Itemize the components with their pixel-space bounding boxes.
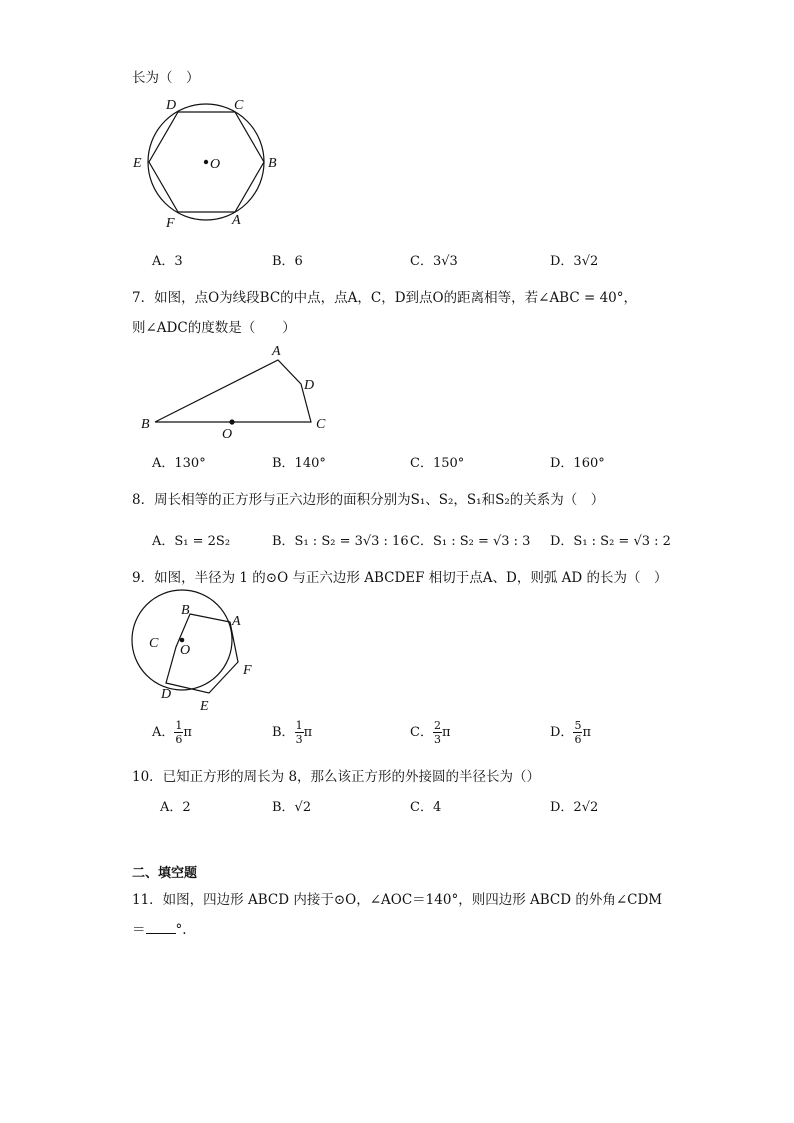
q6-label-E: E xyxy=(133,156,142,171)
q7-option-d: D．160° xyxy=(550,456,605,471)
q9-option-c-den: 3 xyxy=(433,733,441,746)
q9-figure xyxy=(130,592,260,712)
q7-option-b: B．140° xyxy=(272,456,326,471)
q9-option-a-tail: π xyxy=(183,725,192,740)
q10-option-a: A．2 xyxy=(160,800,191,815)
q9-option-a-den: 6 xyxy=(175,733,183,746)
q9-option-b-fraction xyxy=(295,720,304,745)
q10-option-b: B．√2 xyxy=(272,800,312,815)
q7-option-a: A．130° xyxy=(152,456,206,471)
q6-center-dot xyxy=(204,160,208,164)
q6-label-F: F xyxy=(166,216,175,231)
q8-option-b: B．S₁ : S₂ = 3√3 : 16 xyxy=(272,534,409,549)
q11-line2-post: °. xyxy=(175,922,187,938)
q9-option-b-label: B． xyxy=(272,725,295,740)
q7-figure xyxy=(138,342,338,442)
q9-option-a-num: 1 xyxy=(175,719,183,732)
q7-label-A: A xyxy=(272,344,281,359)
q6-label-C: C xyxy=(234,98,244,113)
q7-option-c: C．150° xyxy=(410,456,465,471)
q9-option-a-label: A． xyxy=(152,725,175,740)
q6-label-A: A xyxy=(232,213,241,228)
q9-option-c-label: C． xyxy=(410,725,433,740)
q9-option-d-tail: π xyxy=(582,725,591,740)
q7-shape xyxy=(155,360,311,422)
q8-option-c: C．S₁ : S₂ = √3 : 3 xyxy=(410,534,531,549)
q9-option-c-tail: π xyxy=(441,725,451,740)
q6-figure xyxy=(130,94,290,234)
q9-label-C: C xyxy=(149,636,159,651)
q7-label-C: C xyxy=(316,417,326,432)
q8-option-a: A．S₁ = 2S₂ xyxy=(152,534,231,549)
q6-label-B: B xyxy=(268,156,277,171)
q9-label-A: A xyxy=(232,614,241,629)
q7-center-dot xyxy=(229,419,234,424)
q9-option-d-num: 5 xyxy=(574,719,582,732)
q9-option-d-den: 6 xyxy=(574,733,582,746)
q9-option-d-label: D． xyxy=(550,725,574,740)
answer-blank[interactable] xyxy=(146,921,176,934)
q6-option-b: B．6 xyxy=(272,254,303,269)
q6-label-D: D xyxy=(166,98,177,113)
q9-label-B: B xyxy=(181,603,190,618)
q9-line1: 9．如图，半径为 1 的⊙O 与正六边形 ABCDEF 相切于点A、D，则弧 AD 的长为（ ） xyxy=(132,570,668,586)
q6-tail: 长为（ ） xyxy=(132,70,200,86)
q11-line2 xyxy=(132,918,187,938)
q9-option-c xyxy=(410,720,451,745)
q8-option-d: D．S₁ : S₂ = √3 : 2 xyxy=(550,534,671,549)
q9-label-E: E xyxy=(200,699,209,714)
q7-line1: 7．如图，点O为线段BC的中点，点A，C，D到点O的距离相等，若∠ABC = 40°， xyxy=(132,290,638,306)
q11-line2-pre: ＝ xyxy=(132,922,146,938)
q7-label-D: D xyxy=(304,378,315,393)
q11-line1: 11．如图，四边形 ABCD 内接于⊙O，∠AOC＝140°，则四边形 ABCD 的外角∠CDM xyxy=(132,892,663,908)
q9-option-c-fraction xyxy=(433,720,442,745)
q6-option-a: A．3 xyxy=(152,254,183,269)
q9-option-d xyxy=(550,720,591,745)
q6-option-d: D．3√2 xyxy=(550,254,599,269)
q7-label-O: O xyxy=(222,427,233,442)
q9-option-a xyxy=(152,720,192,745)
q9-option-b xyxy=(272,720,312,745)
q9-option-c-num: 2 xyxy=(433,719,441,732)
q10-option-c: C．4 xyxy=(410,800,442,815)
q7-label-B: B xyxy=(141,417,150,432)
q9-hexagon xyxy=(166,614,238,693)
q9-option-b-num: 1 xyxy=(295,719,303,732)
q9-center-dot xyxy=(180,638,185,643)
q9-option-b-den: 3 xyxy=(295,733,303,746)
q10-option-d: D．2√2 xyxy=(550,800,599,815)
q9-label-O: O xyxy=(180,643,191,658)
q9-label-F: F xyxy=(243,663,252,678)
q10-line1: 10．已知正方形的周长为 8，那么该正方形的外接圆的半径长为（） xyxy=(132,769,541,785)
q7-line2: 则∠ADC的度数是（ ） xyxy=(132,320,296,336)
q8-line1: 8．周长相等的正方形与正六边形的面积分别为S₁、S₂，S₁和S₂的关系为（ ） xyxy=(132,492,605,508)
q6-label-O: O xyxy=(210,157,221,172)
section2-heading: 二、填空题 xyxy=(132,866,198,881)
q6-option-c: C．3√3 xyxy=(410,254,458,269)
q9-label-D: D xyxy=(161,687,172,702)
q9-option-b-tail: π xyxy=(303,725,313,740)
